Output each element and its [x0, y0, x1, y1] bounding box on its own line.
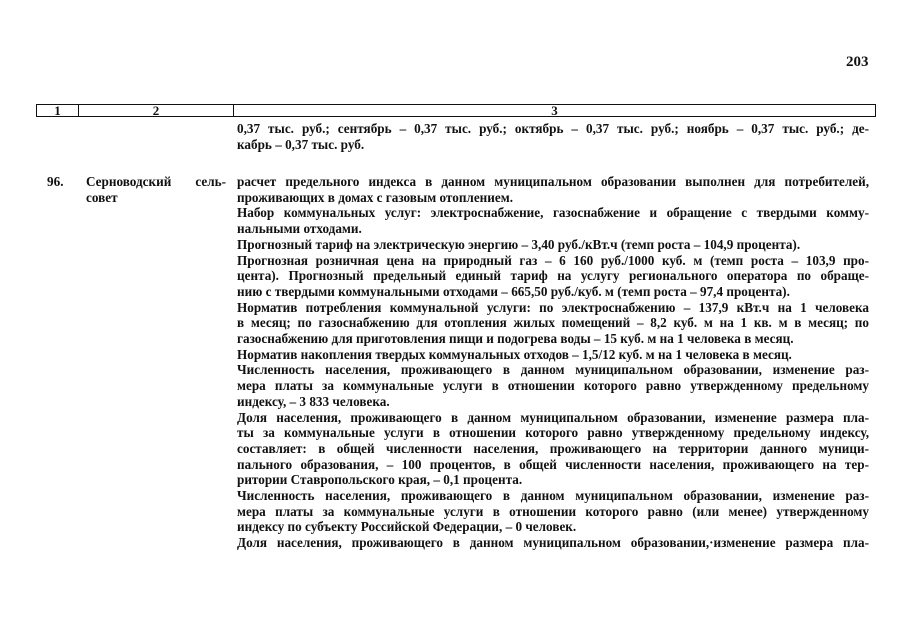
- text-line: Доля населения, проживающего в данном муниципальном образовании,·изменение размера пла-: [237, 535, 869, 551]
- entry-name-part: совет: [86, 189, 118, 205]
- entry-name-part: сель-: [195, 174, 226, 189]
- text-line: составляет: в общей численности населения, проживающего на территории данного муници-: [237, 440, 869, 456]
- text-line: 0,37 тыс. руб.; сентябрь – 0,37 тыс. руб.; октябрь – 0,37 тыс. руб.; ноябрь – 0,37 тыс. руб.; де-: [237, 121, 869, 136]
- text-line: Норматив потребления коммунальной услуги: по электроснабжению – 137,9 кВт.ч на 1 человека: [237, 299, 869, 315]
- text-line: ритории Ставропольского края, – 0,1 процента.: [237, 472, 523, 488]
- text-line: Прогнозный тариф на электрическую энергию – 3,40 руб./кВт.ч (темп роста – 104,9 процента).: [237, 236, 801, 252]
- text-line: проживающих в домах с газовым отоплением.: [237, 189, 513, 205]
- text-line: нию с твердыми коммунальными отходами – 665,50 руб./куб. м (темп роста – 97,4 процента).: [237, 283, 790, 299]
- text-line: индексу, – 3 833 человека.: [237, 393, 390, 409]
- table-header-row: [36, 104, 876, 117]
- continuation-text: [237, 121, 869, 152]
- text-line: Норматив накопления твердых коммунальных отходов – 1,5/12 куб. м на 1 человека в месяц.: [237, 346, 792, 362]
- table-header-col-1: 1: [37, 105, 79, 116]
- text-line: мера платы за коммунальные услуги в отношении которого равно утвержденному предельному: [237, 378, 869, 394]
- text-line: Численность населения, проживающего в данном муниципальном образовании, изменение раз-: [237, 488, 869, 504]
- text-line: газоснабжению для приготовления пищи и подогрева воды – 15 куб. м на 1 человека в месяц.: [237, 331, 794, 347]
- text-line: в месяц; по газоснабжению для отопления жилых помещений – 8,2 куб. м на 1 кв. м в месяц; по: [237, 315, 869, 331]
- text-line: нальными отходами.: [237, 221, 362, 237]
- entry-description: [237, 174, 869, 551]
- text-line: мера платы за коммунальные услуги в отношении которого равно (или менее) утвержденному: [237, 503, 869, 519]
- entry-name-part: Серноводский: [86, 174, 172, 189]
- text-line: ты за коммунальные услуги в отношении которого равно утвержденному предельному индексу,: [237, 425, 869, 441]
- text-line: цента). Прогнозный предельный единый тариф на услугу регионального оператора по обраще-: [237, 268, 869, 284]
- text-line: расчет предельного индекса в данном муниципальном образовании выполнен для потребителей,: [237, 174, 869, 189]
- text-line: Набор коммунальных услуг: электроснабжение, газоснабжение и обращение с твердыми комму-: [237, 205, 869, 221]
- text-line: Численность населения, проживающего в данном муниципальном образовании, изменение раз-: [237, 362, 869, 378]
- text-line: индексу по субъекту Российской Федерации, – 0 человек.: [237, 519, 577, 535]
- page-number: 203: [846, 54, 869, 70]
- text-line: кабрь – 0,37 тыс. руб.: [237, 136, 365, 152]
- entry-number: 96.: [47, 174, 64, 189]
- table-header-col-2: 2: [79, 105, 234, 116]
- entry-name: [86, 174, 226, 205]
- text-line: Доля населения, проживающего в данном муниципальном образовании, изменение размера пла-: [237, 409, 869, 425]
- text-line: пального образования, – 100 процентов, в общей численности населения, проживающего на тер-: [237, 456, 869, 472]
- table-header-col-3: 3: [551, 103, 558, 118]
- text-line: Прогнозная розничная цена на природный газ – 6 160 руб./1000 куб. м (темп роста – 103,9 про-: [237, 252, 869, 268]
